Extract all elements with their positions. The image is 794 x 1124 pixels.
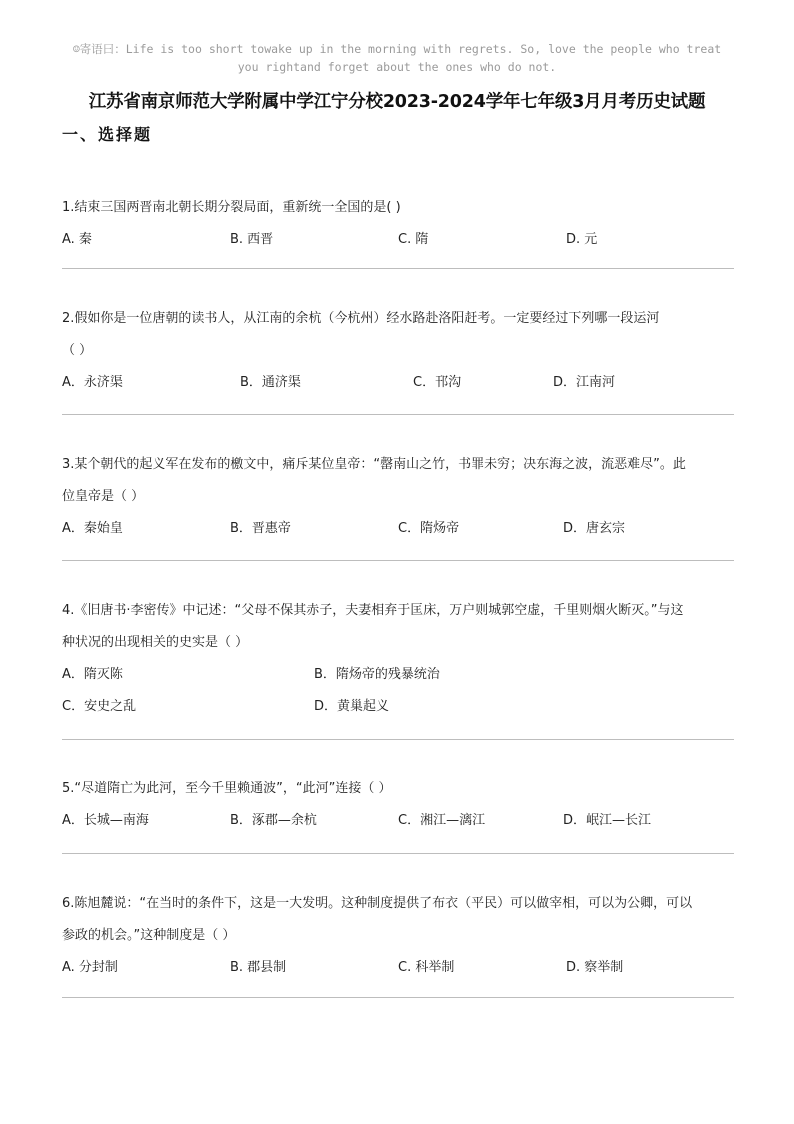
options-row [62, 367, 734, 399]
options-row [62, 659, 734, 691]
question-5 [62, 773, 734, 837]
option-d[interactable]: D. 察举制 [566, 960, 624, 975]
motto-line-1: ☺寄语曰：Life is too short towake up in the morning with regrets. So, love the people who treat [72, 42, 722, 56]
question-stem-continued: 参政的机会。”这种制度是（ ） [62, 928, 236, 943]
option-c[interactable]: C. 隋 [398, 232, 429, 247]
option-c[interactable]: C．隋炀帝 [398, 521, 460, 536]
option-d[interactable]: D．唐玄宗 [563, 521, 626, 536]
option-c[interactable]: C. 科举制 [398, 960, 455, 975]
exam-title: 江苏省南京师范大学附属中学江宁分校2023-2024学年七年级3月月考历史试题 [88, 92, 706, 112]
divider [62, 739, 734, 740]
option-a[interactable]: A．隋灭陈 [62, 667, 123, 682]
option-d[interactable]: D. 元 [566, 232, 598, 247]
option-a[interactable]: A．长城—南海 [62, 813, 149, 828]
divider [62, 997, 734, 998]
option-b[interactable]: B．晋惠帝 [230, 521, 291, 536]
option-a[interactable]: A. 秦 [62, 232, 92, 247]
option-b[interactable]: B．隋炀帝的残暴统治 [314, 667, 440, 682]
divider [62, 560, 734, 561]
question-4 [62, 595, 734, 723]
option-a[interactable]: A. 分封制 [62, 960, 118, 975]
option-d[interactable]: D．岷江—长江 [563, 813, 652, 828]
options-row [62, 691, 734, 723]
question-3 [62, 449, 734, 545]
option-b[interactable]: B. 郡县制 [230, 960, 287, 975]
question-stem: 5.“尽道隋亡为此河，至今千里赖通波”，“此河”连接（ ） [62, 781, 392, 796]
option-d[interactable]: D．黄巢起义 [314, 699, 390, 714]
question-stem: 4.《旧唐书·李密传》中记述：“父母不保其赤子，夫妻相弃于匡床，万户则城郭空虚，千里则烟火断灭。”与这 [62, 603, 684, 618]
question-stem-continued: 位皇帝是（ ） [62, 489, 145, 504]
question-stem-continued: 种状况的出现相关的史实是（ ） [62, 635, 249, 650]
question-stem: 1.结束三国两晋南北朝长期分裂局面，重新统一全国的是( ) [62, 200, 401, 215]
option-b[interactable]: B．通济渠 [240, 375, 301, 390]
motto-line-2: you rightand forget about the ones who do not. [237, 60, 557, 74]
question-stem: 6.陈旭麓说：“在当时的条件下，这是一大发明。这种制度提供了布衣（平民）可以做宰相，可以为公卿，可以 [62, 896, 693, 911]
question-stem-continued: （ ） [62, 343, 93, 358]
divider [62, 268, 734, 269]
option-a[interactable]: A．永济渠 [62, 375, 123, 390]
section-heading: 一、选择题 [62, 125, 153, 144]
header-motto [0, 40, 794, 76]
question-stem: 2.假如你是一位唐朝的读书人，从江南的余杭（今杭州）经水路赴洛阳赶考。一定要经过下列哪一段运河 [62, 311, 660, 326]
option-b[interactable]: B. 西晋 [230, 232, 274, 247]
option-a[interactable]: A．秦始皇 [62, 521, 123, 536]
options-row [62, 513, 734, 545]
question-stem: 3.某个朝代的起义军在发布的檄文中，痛斥某位皇帝：“罄南山之竹，书罪未穷；决东海之波，流恶难尽”。此 [62, 457, 686, 472]
options-row [62, 805, 734, 837]
divider [62, 853, 734, 854]
options-row [62, 952, 734, 984]
divider [62, 414, 734, 415]
option-c[interactable]: C．湘江—漓江 [398, 813, 486, 828]
question-6 [62, 888, 734, 984]
option-c[interactable]: C．安史之乱 [62, 699, 137, 714]
option-b[interactable]: B．涿郡—余杭 [230, 813, 317, 828]
option-c[interactable]: C．邗沟 [413, 375, 462, 390]
question-2 [62, 303, 734, 399]
option-d[interactable]: D．江南河 [553, 375, 616, 390]
options-row [62, 224, 734, 256]
question-1 [62, 192, 734, 256]
